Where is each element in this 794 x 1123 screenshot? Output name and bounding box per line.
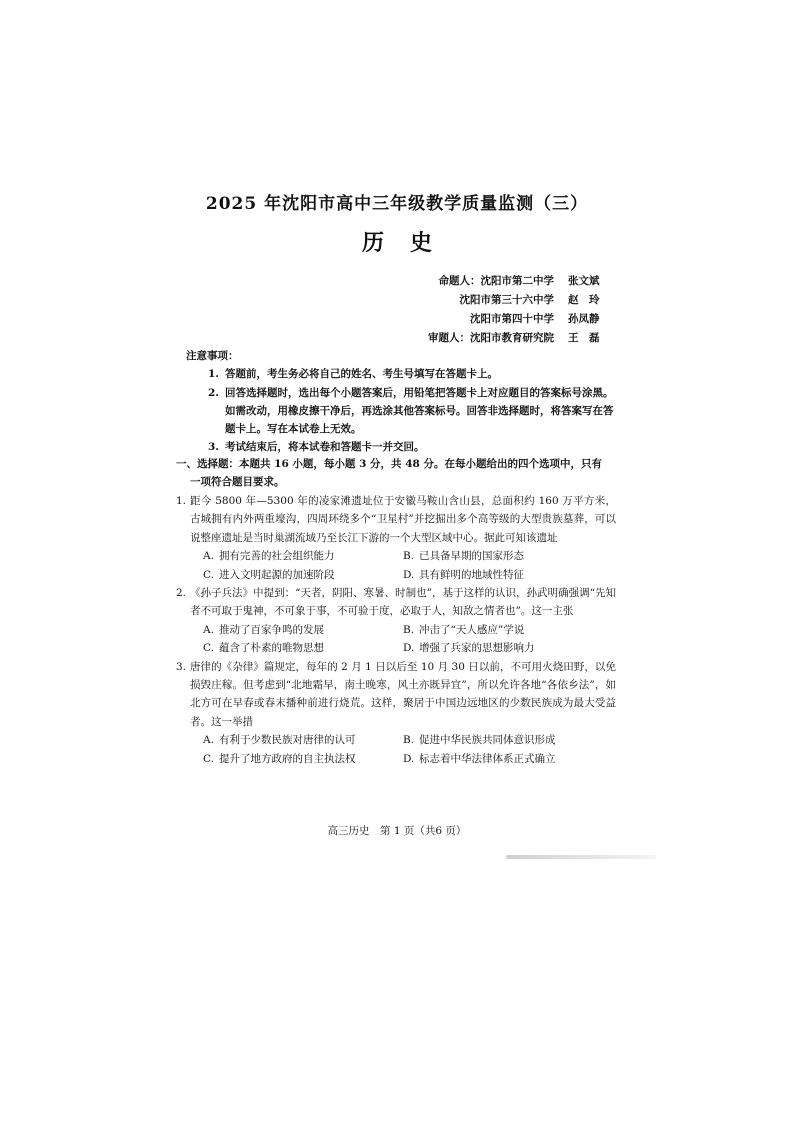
question-number: 3. — [176, 660, 187, 673]
option-label: D. — [403, 752, 415, 765]
instruction-item — [186, 384, 616, 439]
option-label: C. — [203, 568, 214, 581]
option-label: C. — [203, 752, 214, 765]
author-name: 王 磊 — [568, 332, 600, 344]
section-line: 一项符合题目要求。 — [190, 476, 285, 489]
question-stem — [176, 584, 616, 621]
author-role: 审题人： — [428, 332, 470, 344]
option-text: 进入文明起源的加速阶段 — [219, 568, 335, 581]
author-name: 孙凤静 — [568, 313, 600, 325]
option-label: B. — [403, 623, 415, 636]
instruction-text: 考试结束后，将本试卷和答题卡一并交回。 — [225, 441, 425, 454]
author-org — [400, 291, 568, 310]
option — [403, 750, 603, 768]
option-text: 标志着中华法律体系正式确立 — [419, 752, 556, 765]
option-text: 增强了兵家的思想影响力 — [419, 642, 535, 655]
question-stem — [176, 658, 616, 732]
option — [403, 731, 603, 749]
option-label: B. — [403, 734, 415, 747]
question-stem — [176, 492, 616, 547]
option — [403, 566, 603, 584]
question-number: 1. — [176, 495, 187, 507]
author-row — [400, 291, 610, 310]
option-label: A. — [203, 623, 214, 636]
instruction-number: 3. — [208, 441, 219, 454]
section-header — [176, 455, 616, 492]
option-list — [176, 547, 616, 584]
instruction-number: 1. — [208, 368, 219, 381]
option-list — [176, 731, 616, 768]
author-org — [400, 310, 568, 329]
author-list — [400, 272, 610, 348]
author-org-name: 沈阳市第二中学 — [480, 275, 554, 287]
author-org-name: 沈阳市第三十六中学 — [459, 294, 554, 306]
option-text: 推动了百家争鸣的发展 — [219, 623, 324, 636]
author-name: 张文斌 — [568, 275, 600, 287]
option — [203, 566, 403, 584]
option — [403, 547, 603, 565]
option — [203, 731, 403, 749]
question-list — [176, 492, 616, 768]
author-org — [400, 329, 568, 348]
author-name: 赵 玲 — [568, 294, 600, 306]
page-footer: 高三历史 第 1 页（共6 页） — [327, 825, 467, 837]
option-label: D. — [403, 642, 415, 655]
option-text: 提升了地方政府的自主执法权 — [219, 752, 356, 765]
option-text: 促进中华民族共同体意识形成 — [419, 734, 556, 747]
instruction-item — [186, 365, 616, 383]
question-text: 唐律的《杂律》篇规定，每年的 2 月 1 日以后至 10 月 30 日以前，不可用火烧田野，以免损毁庄稼。但考虑到“北地霜早，南土晚寒，风土亦既异宜”，所以允许各地“各依乡法”，如北方可在早春或春末播种前进行烧荒。这样，聚居于中国边远地区的少数民族成为最大受益者。这一举措 — [190, 660, 616, 728]
option — [203, 750, 403, 768]
question — [176, 584, 616, 658]
question — [176, 492, 616, 584]
option — [203, 621, 403, 639]
option-label: D. — [403, 568, 415, 581]
section-line: 一、选择题：本题共 16 小题，每小题 3 分，共 48 分。在每小题给出的四个选项中，只有 — [176, 458, 602, 470]
option-text: 具有鲜明的地域性特征 — [419, 568, 524, 581]
question-number: 2. — [176, 587, 187, 600]
question — [176, 658, 616, 768]
author-org-name: 沈阳市第四十中学 — [470, 313, 554, 325]
option-list — [176, 621, 616, 658]
author-org-name: 沈阳市教育研究院 — [470, 332, 554, 344]
option — [203, 639, 403, 657]
option-text: 有利于少数民族对唐律的认可 — [219, 734, 356, 747]
instruction-text: 回答选择题时，选出每个小题答案后，用铅笔把答题卡上对应题目的答案标号涂黑。如需改动，用橡皮擦干净后，再选涂其他答案标号。回答非选择题时，将答案写在答题卡上。写在本试卷上无效。 — [225, 386, 614, 436]
author-org — [400, 272, 568, 291]
question-text: 《孙子兵法》中提到：“天者，阴阳、寒暑、时制也”，基于这样的认识，孙武明确强调“先知者不可取于鬼神，不可象于事，不可验于度，必取于人，知敌之情者也”。这一主张 — [190, 587, 616, 618]
instruction-text: 答题前，考生务必将自己的姓名、考生号填写在答题卡上。 — [225, 368, 498, 381]
author-row — [400, 310, 610, 329]
option — [203, 547, 403, 565]
option-label: A. — [203, 734, 214, 747]
author-row — [400, 272, 610, 291]
exam-instructions — [186, 347, 616, 457]
option-text: 拥有完善的社会组织能力 — [219, 550, 335, 563]
option-label: C. — [203, 642, 214, 655]
option-label: B. — [403, 550, 415, 563]
author-role: 命题人： — [438, 275, 481, 287]
option-label: A. — [203, 550, 214, 563]
author-row — [400, 329, 610, 348]
scan-smudge — [506, 855, 656, 859]
option-text: 已具备早期的国家形态 — [419, 550, 524, 563]
question-text: 距今 5800 年—5300 年的凌家滩遗址位于安徽马鞍山含山县，总面积约 160 万平方米，古城拥有内外两重壕沟，四周环绕多个“卫星村”并挖掘出多个高等级的大型贵族墓葬，可以说整座遗址是当时巢湖流域乃至长江下游的一个大型区域中心。据此可知该遗址 — [190, 495, 616, 544]
instructions-heading: 注意事项： — [186, 350, 239, 362]
exam-title: 2025 年沈阳市高中三年级教学质量监测（三） — [205, 194, 589, 214]
subject-title: 历史 — [361, 230, 458, 256]
option-text: 冲击了“天人感应”学说 — [419, 623, 525, 636]
instruction-number: 2. — [208, 386, 219, 399]
option — [403, 639, 603, 657]
option — [403, 621, 603, 639]
option-text: 蕴含了朴素的唯物思想 — [219, 642, 324, 655]
